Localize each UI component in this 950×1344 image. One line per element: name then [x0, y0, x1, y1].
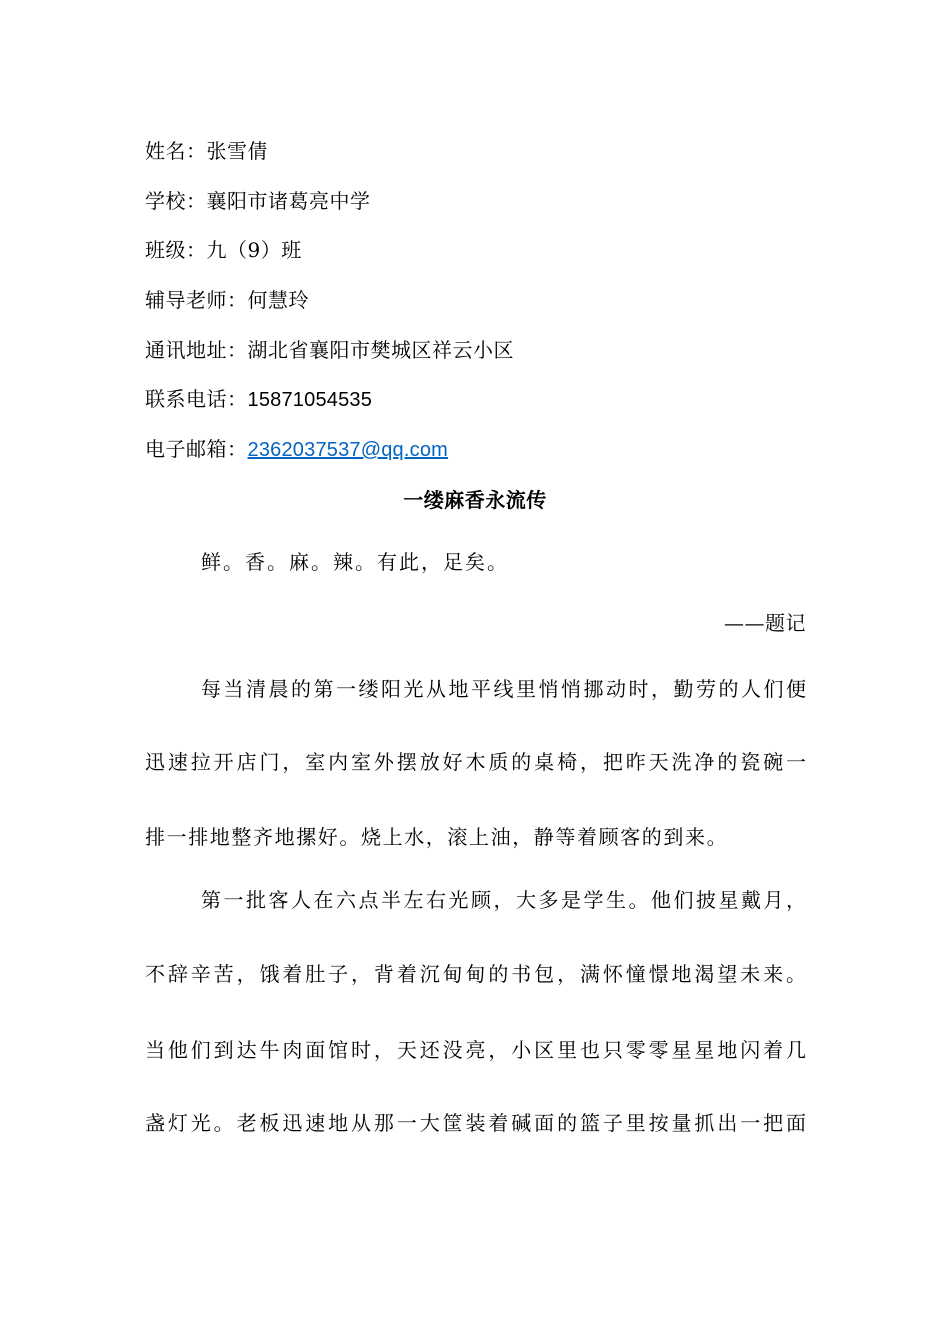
info-email-line [145, 437, 448, 462]
info-address-line [145, 338, 514, 362]
paragraph-2-line-2: 不辞辛苦，饿着肚子，背着沉甸甸的书包，满怀憧憬地渴望未来。 [145, 962, 806, 986]
email-label: 电子邮箱： [145, 437, 248, 461]
paragraph-1-line-2: 迅速拉开店门，室内室外摆放好木质的桌椅，把昨天洗净的瓷碗一 [145, 750, 806, 774]
paragraph-1-line-1: 每当清晨的第一缕阳光从地平线里悄悄挪动时，勤劳的人们便 [201, 677, 806, 701]
info-phone-line [145, 387, 372, 412]
school-value: 襄阳市诸葛亮中学 [206, 189, 371, 213]
teacher-value: 何慧玲 [247, 288, 309, 312]
info-teacher-line [145, 288, 309, 312]
info-class-line [145, 238, 302, 262]
address-label: 通讯地址： [145, 338, 248, 362]
paragraph-1-line-3: 排一排地整齐地摞好。烧上水，滚上油，静等着顾客的到来。 [145, 825, 729, 849]
paragraph-2-line-1: 第一批客人在六点半左右光顾，大多是学生。他们披星戴月， [201, 888, 806, 912]
info-school-line [145, 189, 371, 213]
name-label: 姓名： [145, 139, 207, 163]
name-value: 张雪倩 [206, 139, 268, 163]
epigraph: 鲜。香。麻。辣。有此，足矣。 [201, 550, 509, 574]
class-label: 班级： [145, 238, 207, 262]
phone-label: 联系电话： [145, 387, 248, 411]
paragraph-2-line-3: 当他们到达牛肉面馆时，天还没亮，小区里也只零零星星地闪着几 [145, 1038, 806, 1062]
email-link[interactable]: 2362037537@qq.com [247, 439, 449, 461]
paragraph-2-line-4: 盏灯光。老板迅速地从那一大筐装着碱面的篮子里按量抓出一把面 [145, 1111, 806, 1135]
phone-value: 15871054535 [247, 389, 373, 411]
article-title: 一缕麻香永流传 [403, 488, 547, 512]
class-value: 九（9）班 [206, 238, 302, 262]
teacher-label: 辅导老师： [145, 288, 248, 312]
epigraph-signature: ——题记 [724, 611, 806, 635]
school-label: 学校： [145, 189, 207, 213]
info-name-line [145, 139, 268, 163]
address-value: 湖北省襄阳市樊城区祥云小区 [247, 338, 514, 362]
